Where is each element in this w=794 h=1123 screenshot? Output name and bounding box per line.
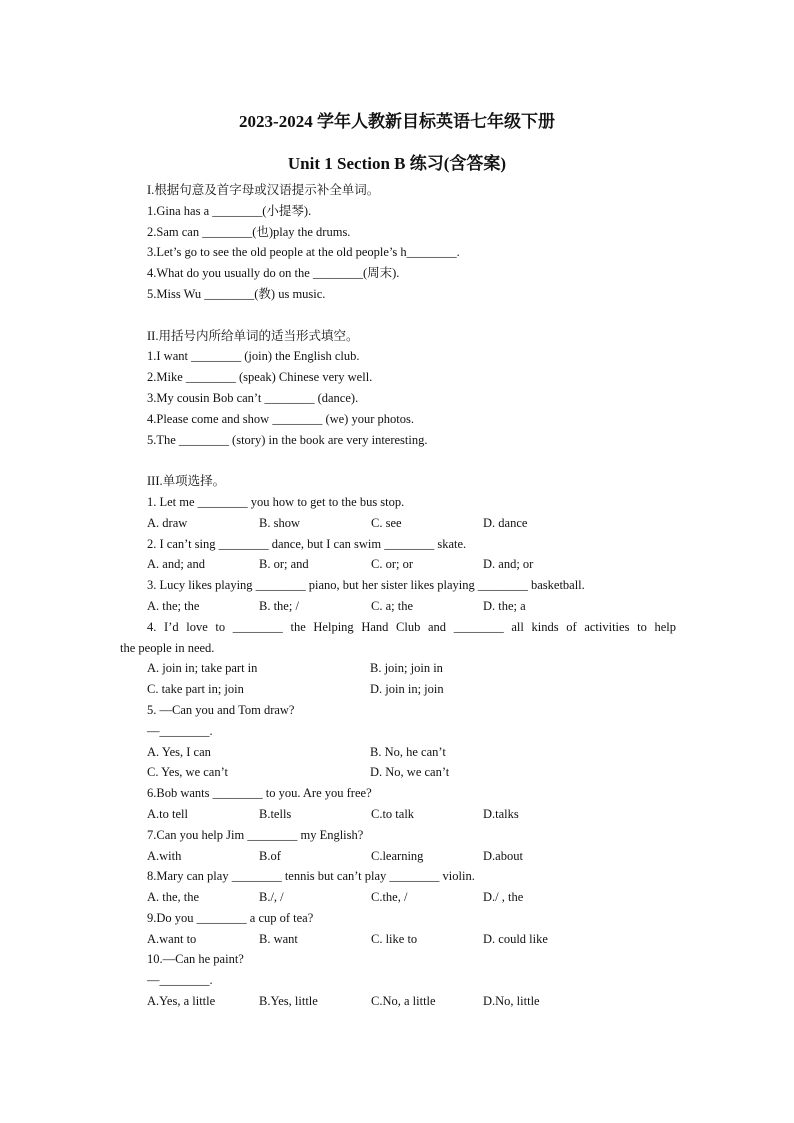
option-c: C.to talk [371,806,415,821]
section-1-item: 4.What do you usually do on the ________(周末). [147,266,400,281]
question-10-answer-line: —________. [147,973,213,988]
option-a: A.with [147,848,182,863]
option-b: B. the; / [259,598,299,613]
option-d: D./ , the [483,890,524,905]
question-4-stem-line2: the people in need. [120,640,215,655]
worksheet-content [120,180,676,1012]
section-1-heading: I.根据句意及首字母或汉语提示补全单词。 [147,183,380,197]
question-3-stem: 3. Lucy likes playing ________ piano, but her sister likes playing ________ basketball. [147,578,585,593]
section-2-heading: II.用括号内所给单词的适当形式填空。 [147,328,359,343]
section-3-heading: III.单项选择。 [147,474,226,489]
question-9-stem: 9.Do you ________ a cup of tea? [147,910,314,925]
option-a: A. the, the [147,890,200,905]
section-2-item: 5.The ________ (story) in the book are very interesting. [147,432,428,447]
option-b: B.tells [259,806,292,821]
section-2-item: 1.I want ________ (join) the English club. [147,349,360,364]
spacer [120,305,676,326]
option-a: A.want to [147,931,197,946]
question-5-answer-line: —________. [147,723,213,738]
question-10-stem: 10.—Can he paint? [147,952,244,967]
option-c: C.learning [371,848,424,863]
question-5-options-row2 [120,762,676,783]
question-1-stem: 1. Let me ________ you how to get to the bus stop. [147,494,405,509]
page-title: 2023-2024 学年人教新目标英语七年级下册 [239,112,555,131]
option-b: B. join; join in [370,661,443,676]
question-5-stem: 5. —Can you and Tom draw? [147,702,295,717]
option-d: D. No, we can’t [370,765,450,780]
section-1-item: 3.Let’s go to see the old people at the old people’s h________. [147,245,460,260]
option-c: C. a; the [371,598,414,613]
question-8-stem: 8.Mary can play ________ tennis but can’t play ________ violin. [147,869,475,884]
question-2-options [120,554,676,575]
question-7-stem: 7.Can you help Jim ________ my English? [147,827,364,842]
question-4-options-row1 [120,658,676,679]
option-c: C. take part in; join [147,682,244,697]
question-6-options [120,804,676,825]
option-a: A. Yes, I can [147,744,211,759]
option-c: C. or; or [371,557,414,572]
option-a: A. draw [147,515,188,530]
section-2-item: 2.Mike ________ (speak) Chinese very well. [147,370,373,385]
option-c: C. like to [371,931,418,946]
option-d: D. join in; join [370,682,444,697]
section-2-item: 4.Please come and show ________ (we) your photos. [147,411,414,426]
option-d: D.about [483,848,523,863]
question-1-options [120,513,676,534]
option-d: D. and; or [483,557,534,572]
question-3-options [120,596,676,617]
section-1-item: 5.Miss Wu ________(教) us music. [147,286,326,301]
option-a: A.Yes, a little [147,994,216,1009]
question-5-options-row1 [120,742,676,763]
option-b: B. show [259,515,300,530]
option-b: B./, / [259,890,284,905]
question-9-options [120,929,676,950]
option-a: A.to tell [147,806,188,821]
question-2-stem: 2. I can’t sing ________ dance, but I can swim ________ skate. [147,536,467,551]
option-c: C. Yes, we can’t [147,765,229,780]
option-c: C.No, a little [371,994,436,1009]
section-2-item: 3.My cousin Bob can’t ________ (dance). [147,390,359,405]
section-1-item: 2.Sam can ________(也)play the drums. [147,224,351,239]
option-d: D. dance [483,515,528,530]
option-c: C.the, / [371,890,408,905]
question-6-stem: 6.Bob wants ________ to you. Are you free? [147,786,372,801]
option-d: D.talks [483,806,519,821]
question-7-options [120,846,676,867]
option-a: A. join in; take part in [147,661,258,676]
option-a: A. and; and [147,557,205,572]
option-b: B.of [259,848,281,863]
option-d: D. the; a [483,598,526,613]
option-c: C. see [371,515,402,530]
option-b: B. No, he can’t [370,744,446,759]
option-d: D.No, little [483,994,540,1009]
question-4-stem-line1: 4. I’d love to ________ the Helping Hand Club and ________ all kinds of activities to help [147,619,676,634]
option-b: B. or; and [259,557,309,572]
section-1-item: 1.Gina has a ________(小提琴). [147,203,312,218]
question-8-options [120,887,676,908]
question-4-options-row2 [120,679,676,700]
option-b: B. want [259,931,298,946]
option-b: B.Yes, little [259,994,318,1009]
page-subtitle: Unit 1 Section B 练习(含答案) [287,154,507,173]
option-a: A. the; the [147,598,200,613]
question-10-options [120,991,676,1012]
option-d: D. could like [483,931,548,946]
spacer [120,450,676,471]
